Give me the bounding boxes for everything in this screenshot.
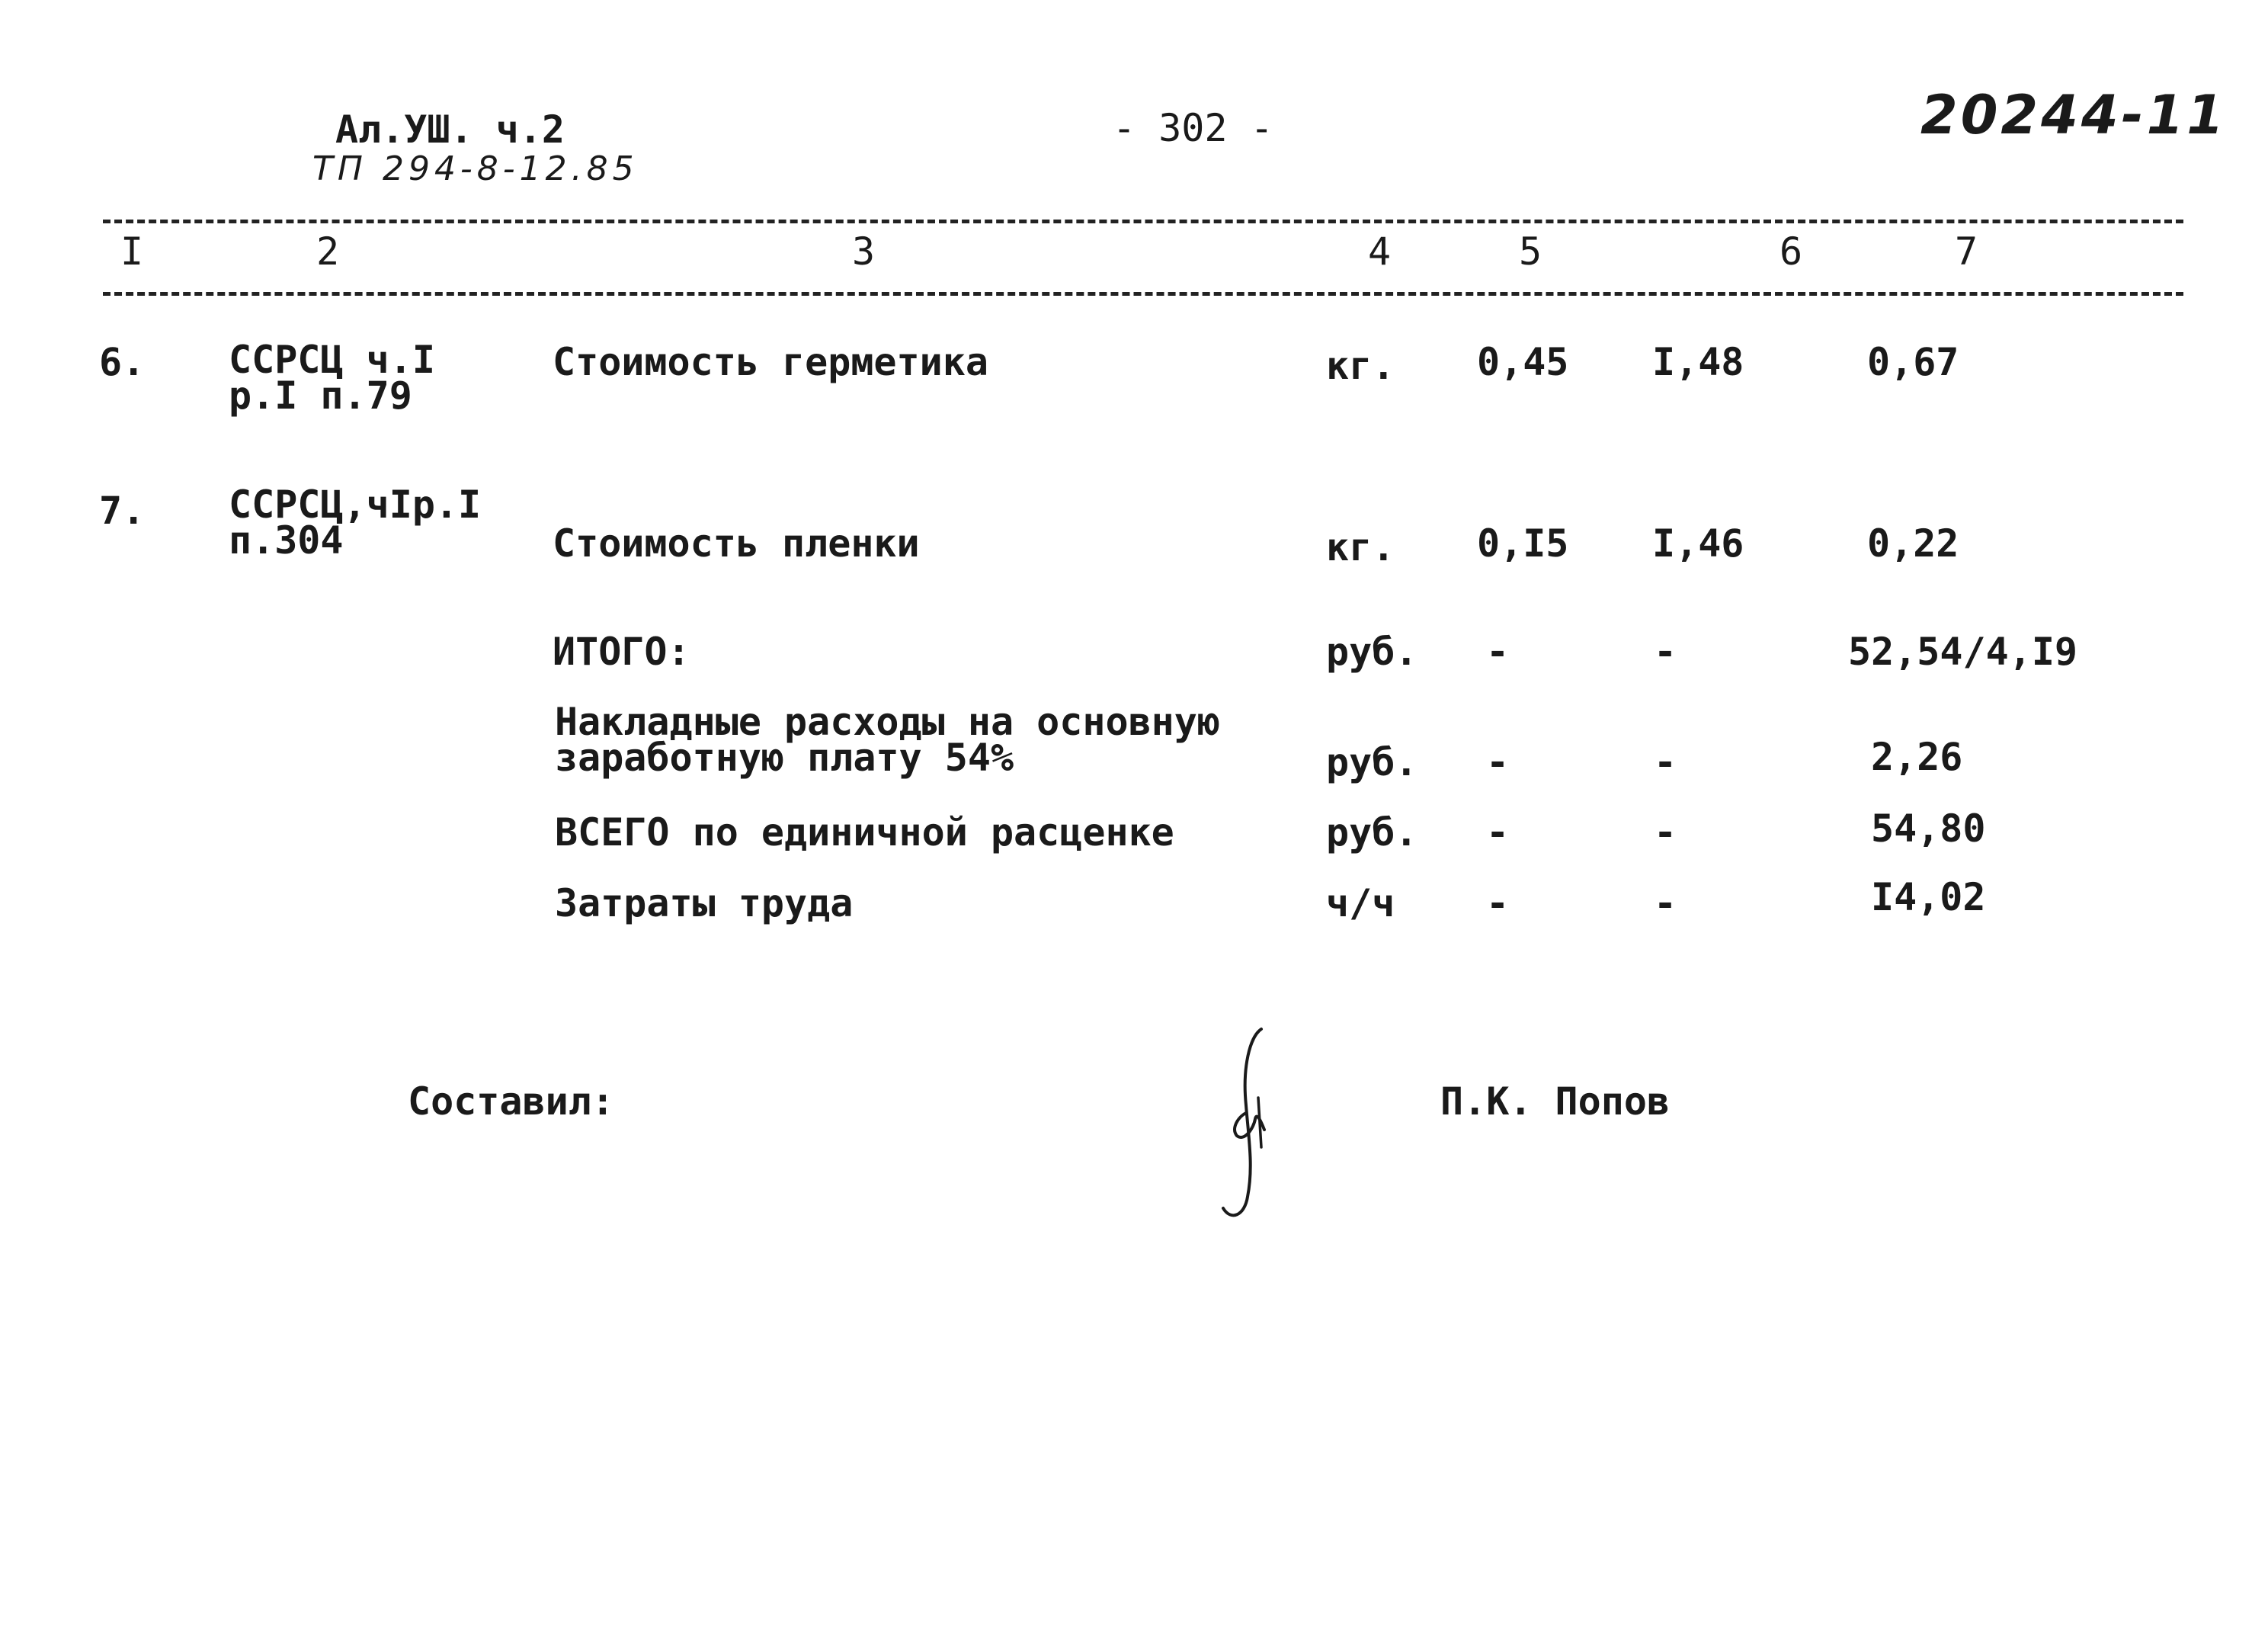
summary-quantity: - (1486, 740, 1510, 784)
column-header-1: I (120, 229, 144, 274)
compiler-name: П.К. Попов (1440, 1079, 1671, 1124)
row-number: 7. (99, 489, 146, 533)
column-header-7: 7 (1955, 229, 1978, 274)
row-quantity: 0,45 (1477, 340, 1569, 384)
summary-name: ВСЕГО по единичной расценке (555, 810, 1174, 855)
summary-unit: руб. (1326, 740, 1418, 784)
summary-unit: руб. (1326, 810, 1418, 855)
column-header-2: 2 (316, 229, 340, 274)
summary-name: Затраты труда (555, 881, 854, 925)
project-reference: ТП 294-8-12.85 (312, 149, 639, 188)
row-total: 0,67 (1867, 340, 1959, 384)
row-number: 6. (99, 340, 146, 384)
row-price: I,46 (1652, 521, 1744, 566)
summary-price: - (1654, 740, 1677, 784)
header-bottom-rule (103, 292, 2183, 296)
summary-unit: руб. (1326, 630, 1418, 674)
compiled-by-label: Составил: (408, 1079, 614, 1124)
signature (1208, 1021, 1292, 1227)
document-number: 20244-11 (1920, 84, 2227, 146)
summary-quantity: - (1486, 881, 1510, 925)
header-top-rule (103, 220, 2183, 223)
row-total: 0,22 (1867, 521, 1959, 566)
summary-name: ИТОГО: (553, 630, 690, 674)
row-unit: кг. (1326, 525, 1395, 569)
summary-total: 2,26 (1871, 735, 1963, 779)
volume-reference: Ал.УШ. ч.2 (335, 107, 565, 152)
summary-quantity: - (1486, 810, 1510, 855)
summary-price: - (1654, 630, 1677, 674)
row-code-line2: п.304 (229, 518, 344, 563)
row-code-line1: ССРСЦ,чIр.I (229, 483, 482, 527)
row-name: Стоимость герметика (553, 340, 988, 384)
summary-price: - (1654, 810, 1677, 855)
summary-price: - (1654, 881, 1677, 925)
summary-total: 52,54/4,I9 (1848, 630, 2078, 674)
column-header-6: 6 (1779, 229, 1803, 274)
row-quantity: 0,I5 (1477, 521, 1569, 566)
summary-total: 54,80 (1871, 806, 1986, 851)
column-header-5: 5 (1519, 229, 1542, 274)
column-header-3: 3 (852, 229, 876, 274)
summary-name-line2: заработную плату 54% (555, 736, 1014, 780)
row-unit: кг. (1326, 344, 1395, 388)
summary-total: I4,02 (1871, 875, 1986, 919)
summary-unit: ч/ч (1326, 881, 1395, 925)
row-code-line1: ССРСЦ ч.I (229, 338, 435, 382)
page-number: - 302 - (1113, 106, 1273, 150)
row-price: I,48 (1652, 340, 1744, 384)
summary-name-line1: Накладные расходы на основную (555, 700, 1220, 744)
summary-quantity: - (1486, 630, 1510, 674)
row-name: Стоимость пленки (553, 521, 920, 566)
row-code-line2: р.I п.79 (229, 374, 412, 418)
column-header-4: 4 (1368, 229, 1392, 274)
